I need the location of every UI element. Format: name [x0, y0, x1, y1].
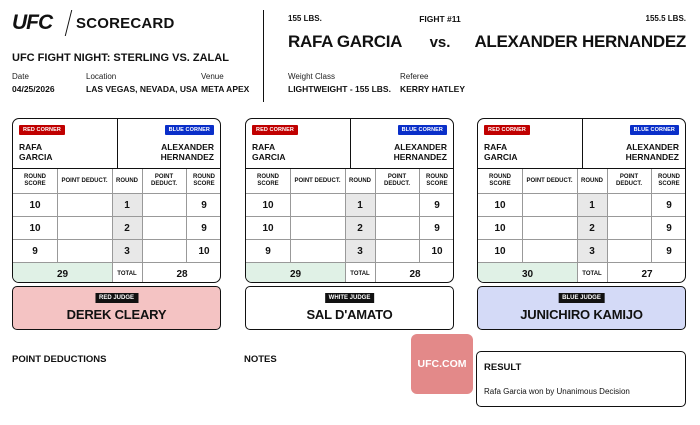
blue-last-name: HERNANDEZ — [393, 152, 447, 162]
grid-line — [522, 169, 523, 193]
blue-point-deduction — [142, 194, 186, 216]
versus-label: vs. — [429, 34, 451, 51]
round-number: 2 — [345, 217, 375, 239]
blue-round-score: 9 — [434, 222, 440, 234]
blue-corner-fighter — [394, 142, 447, 162]
red-round-score: 10 — [262, 222, 274, 234]
blue-corner-badge: BLUE CORNER — [630, 125, 679, 135]
round-row — [246, 217, 453, 240]
grid-line — [57, 217, 58, 239]
blue-total-score: 27 — [641, 268, 653, 280]
blue-corner-fighter — [626, 142, 679, 162]
grid-line — [112, 169, 113, 193]
blue-round-score: 9 — [666, 199, 672, 211]
grid-line — [345, 217, 346, 239]
red-first-name: RAFA — [252, 142, 276, 152]
grid-line — [607, 240, 608, 262]
total-row — [13, 263, 220, 283]
grid-line — [186, 217, 187, 239]
round-row — [478, 194, 685, 217]
point-deductions-heading: POINT DEDUCTIONS — [12, 354, 107, 365]
grid-line — [522, 217, 523, 239]
event-name: UFC FIGHT NIGHT: STERLING VS. ZALAL — [12, 52, 229, 64]
red-fighter-name: RAFA GARCIA — [288, 32, 403, 51]
round-number: 1 — [112, 194, 142, 216]
grid-line — [651, 194, 652, 216]
grid-line — [142, 169, 143, 193]
judge-badge: BLUE JUDGE — [558, 293, 605, 303]
red-corner-badge: RED CORNER — [19, 125, 65, 135]
blue-round-score: 10 — [431, 245, 443, 257]
judge-scorecard — [12, 118, 221, 283]
red-round-score: 9 — [32, 245, 38, 257]
judge-name: JUNICHIRO KAMIJO — [520, 307, 643, 322]
round-number: 3 — [112, 240, 142, 262]
scorecard-title: SCORECARD — [76, 15, 175, 32]
score-header-row — [246, 169, 453, 194]
red-round-score: 10 — [262, 199, 274, 211]
grid-line — [112, 240, 113, 262]
red-point-deduction — [522, 240, 577, 262]
blue-fighter-name: ALEXANDER HERNANDEZ — [474, 32, 686, 51]
grid-line — [112, 263, 113, 283]
blue-round-score-header: ROUND SCORE — [658, 174, 680, 187]
venue-label: Venue — [201, 72, 224, 81]
blue-point-deduct-header: POINT DEDUCT. — [150, 174, 177, 187]
grid-line — [522, 240, 523, 262]
blue-point-deduct-header: POINT DEDUCT. — [383, 174, 410, 187]
blue-point-deduct-header: POINT DEDUCT. — [615, 174, 642, 187]
grid-line — [142, 263, 143, 283]
round-number: 1 — [577, 194, 607, 216]
grid-line — [375, 194, 376, 216]
round-number: 3 — [345, 240, 375, 262]
result-box — [476, 351, 686, 407]
blue-corner-badge: BLUE CORNER — [165, 125, 214, 135]
total-label: TOTAL — [117, 271, 137, 277]
result-heading: RESULT — [484, 362, 522, 373]
logo-divider — [65, 10, 72, 36]
location-label: Location — [86, 72, 117, 81]
notes-heading: NOTES — [244, 354, 277, 365]
fight-number: FIGHT #11 — [419, 14, 461, 24]
total-row — [478, 263, 685, 283]
red-corner-fighter — [484, 142, 518, 162]
grid-line — [419, 217, 420, 239]
corner-divider — [350, 119, 351, 169]
blue-corner-fighter — [161, 142, 214, 162]
round-header: ROUND — [116, 177, 138, 184]
grid-line — [651, 169, 652, 193]
venue-value: META APEX — [201, 84, 250, 94]
red-corner-badge: RED CORNER — [252, 125, 298, 135]
grid-line — [651, 240, 652, 262]
blue-round-score-header: ROUND SCORE — [426, 174, 448, 187]
judge-name: SAL D'AMATO — [306, 307, 393, 322]
grid-line — [577, 169, 578, 193]
red-round-score: 10 — [494, 245, 506, 257]
red-point-deduction — [57, 194, 112, 216]
grid-line — [577, 194, 578, 216]
grid-line — [419, 194, 420, 216]
grid-line — [607, 194, 608, 216]
ufc-logo: UFC — [12, 11, 53, 34]
judge-name-plate — [477, 286, 686, 330]
grid-line — [651, 217, 652, 239]
judge-badge: RED JUDGE — [95, 293, 138, 303]
ufc-com-link[interactable]: UFC.COM — [411, 334, 473, 394]
red-total-score: 29 — [13, 263, 112, 283]
red-fighter-weight: 155 LBS. — [288, 14, 322, 23]
red-round-score-header: ROUND SCORE — [257, 174, 279, 187]
round-row — [246, 194, 453, 217]
grid-line — [290, 240, 291, 262]
blue-fighter-weight: 155.5 LBS. — [645, 14, 686, 23]
grid-line — [186, 240, 187, 262]
blue-round-score: 9 — [201, 222, 207, 234]
round-header: ROUND — [581, 177, 603, 184]
weight-class-label: Weight Class — [288, 72, 335, 81]
red-point-deduction — [290, 217, 345, 239]
grid-line — [345, 263, 346, 283]
corner-divider — [117, 119, 118, 169]
total-row — [246, 263, 453, 283]
red-point-deduction — [290, 194, 345, 216]
blue-point-deduction — [607, 240, 651, 262]
red-round-score: 9 — [265, 245, 271, 257]
grid-line — [112, 194, 113, 216]
grid-line — [522, 194, 523, 216]
round-row — [13, 240, 220, 263]
date-value: 04/25/2026 — [12, 84, 55, 94]
red-round-score: 10 — [29, 199, 41, 211]
red-round-score: 10 — [494, 199, 506, 211]
red-point-deduction — [522, 217, 577, 239]
location-value: LAS VEGAS, NEVADA, USA — [86, 84, 198, 94]
result-text: Rafa Garcia won by Unanimous Decision — [484, 387, 630, 396]
judge-badge: WHITE JUDGE — [325, 293, 375, 303]
blue-first-name: ALEXANDER — [626, 142, 679, 152]
round-number: 2 — [112, 217, 142, 239]
blue-first-name: ALEXANDER — [161, 142, 214, 152]
grid-line — [57, 169, 58, 193]
grid-line — [345, 240, 346, 262]
judge-name: DEREK CLEARY — [66, 307, 167, 322]
referee-value: KERRY HATLEY — [400, 84, 466, 94]
referee-label: Referee — [400, 72, 429, 81]
round-header: ROUND — [349, 177, 371, 184]
blue-point-deduction — [142, 240, 186, 262]
round-row — [478, 240, 685, 263]
grid-line — [142, 217, 143, 239]
grid-line — [375, 263, 376, 283]
grid-line — [186, 194, 187, 216]
red-point-deduction — [522, 194, 577, 216]
blue-round-score: 9 — [434, 199, 440, 211]
blue-first-name: ALEXANDER — [394, 142, 447, 152]
red-last-name: GARCIA — [252, 152, 286, 162]
grid-line — [345, 169, 346, 193]
blue-total-score: 28 — [409, 268, 421, 280]
round-number: 3 — [577, 240, 607, 262]
blue-point-deduction — [375, 194, 419, 216]
grid-line — [607, 169, 608, 193]
red-last-name: GARCIA — [484, 152, 518, 162]
judge-scorecard — [477, 118, 686, 283]
grid-line — [375, 169, 376, 193]
grid-line — [607, 263, 608, 283]
red-point-deduct-header: POINT DEDUCT. — [294, 177, 341, 184]
blue-last-name: HERNANDEZ — [625, 152, 679, 162]
date-label: Date — [12, 72, 29, 81]
blue-total-score: 28 — [176, 268, 188, 280]
grid-line — [142, 194, 143, 216]
round-row — [246, 240, 453, 263]
red-round-score: 10 — [29, 222, 41, 234]
round-row — [13, 217, 220, 240]
judge-name-plate — [12, 286, 221, 330]
red-round-score-header: ROUND SCORE — [489, 174, 511, 187]
grid-line — [577, 263, 578, 283]
blue-point-deduction — [375, 217, 419, 239]
score-header-row — [478, 169, 685, 194]
grid-line — [290, 217, 291, 239]
grid-line — [375, 240, 376, 262]
red-total-score: 29 — [246, 263, 345, 283]
grid-line — [290, 194, 291, 216]
total-label: TOTAL — [582, 271, 602, 277]
grid-line — [186, 169, 187, 193]
round-number: 1 — [345, 194, 375, 216]
blue-point-deduction — [607, 217, 651, 239]
blue-round-score: 9 — [666, 222, 672, 234]
grid-line — [57, 194, 58, 216]
blue-round-score-header: ROUND SCORE — [193, 174, 215, 187]
red-last-name: GARCIA — [19, 152, 53, 162]
header-divider — [263, 10, 264, 102]
judge-name-plate — [245, 286, 454, 330]
red-corner-badge: RED CORNER — [484, 125, 530, 135]
red-point-deduction — [57, 240, 112, 262]
red-point-deduct-header: POINT DEDUCT. — [526, 177, 573, 184]
corner-divider — [582, 119, 583, 169]
grid-line — [57, 240, 58, 262]
red-point-deduct-header: POINT DEDUCT. — [61, 177, 108, 184]
grid-line — [345, 194, 346, 216]
grid-line — [290, 169, 291, 193]
round-number: 2 — [577, 217, 607, 239]
red-round-score-header: ROUND SCORE — [24, 174, 46, 187]
red-point-deduction — [290, 240, 345, 262]
blue-round-score: 9 — [201, 199, 207, 211]
red-corner-fighter — [19, 142, 53, 162]
red-round-score: 10 — [494, 222, 506, 234]
grid-line — [577, 217, 578, 239]
judge-scorecard — [245, 118, 454, 283]
round-row — [13, 194, 220, 217]
blue-point-deduction — [142, 217, 186, 239]
weight-class-value: LIGHTWEIGHT - 155 LBS. — [288, 84, 391, 94]
blue-point-deduction — [375, 240, 419, 262]
grid-line — [607, 217, 608, 239]
red-point-deduction — [57, 217, 112, 239]
grid-line — [577, 240, 578, 262]
blue-corner-badge: BLUE CORNER — [398, 125, 447, 135]
red-corner-fighter — [252, 142, 286, 162]
grid-line — [419, 240, 420, 262]
grid-line — [142, 240, 143, 262]
blue-last-name: HERNANDEZ — [160, 152, 214, 162]
grid-line — [375, 217, 376, 239]
grid-line — [419, 169, 420, 193]
red-first-name: RAFA — [484, 142, 508, 152]
blue-point-deduction — [607, 194, 651, 216]
score-header-row — [13, 169, 220, 194]
red-total-score: 30 — [478, 263, 577, 283]
red-first-name: RAFA — [19, 142, 43, 152]
round-row — [478, 217, 685, 240]
grid-line — [112, 217, 113, 239]
blue-round-score: 10 — [198, 245, 210, 257]
total-label: TOTAL — [350, 271, 370, 277]
blue-round-score: 9 — [666, 245, 672, 257]
